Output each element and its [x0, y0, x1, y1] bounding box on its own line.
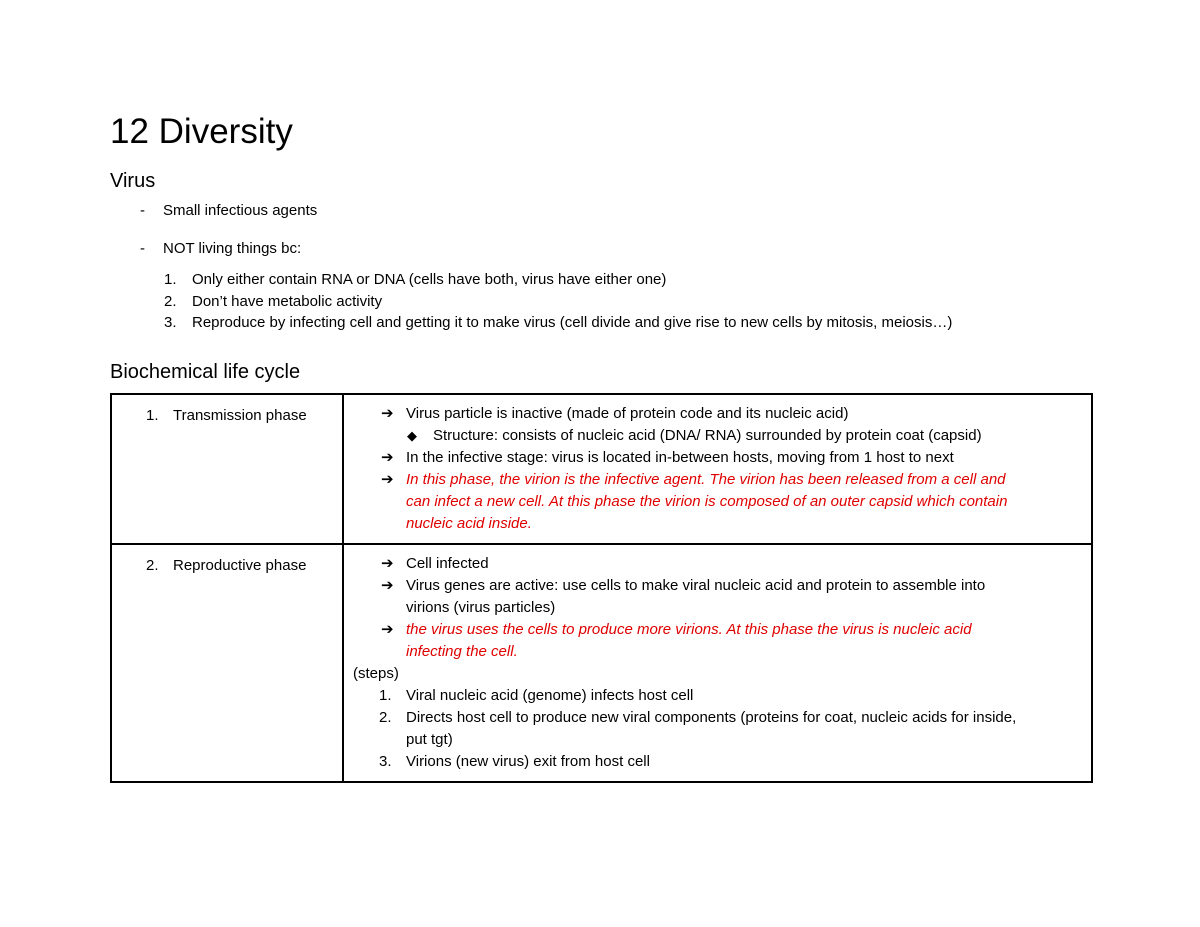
list-item	[110, 201, 1095, 221]
step-number: 1.	[379, 686, 392, 704]
sub-point: ◆ Structure: consists of nucleic acid (DNA/ RNA) surrounded by protein coat (capsid)	[353, 425, 1085, 447]
list-number: 3.	[164, 314, 177, 331]
phase-cell	[111, 394, 343, 544]
phase-details-cell	[343, 394, 1092, 544]
bullet-text: Small infectious agents	[163, 202, 318, 219]
list-item	[110, 239, 1095, 259]
phase-number: 2.	[146, 556, 159, 574]
step-number: 2.	[379, 708, 392, 726]
document-page	[110, 112, 1095, 783]
step-item: 2. Directs host cell to produce new viral components (proteins for coat, nucleic acids for inside, put tgt)	[379, 708, 1017, 748]
step-item: 1. Viral nucleic acid (genome) infects host cell	[353, 685, 1085, 707]
dash-marker: -	[140, 240, 145, 257]
phase-cell	[111, 544, 343, 782]
list-item	[110, 291, 1095, 313]
arrow-icon: ➔	[381, 404, 394, 422]
phase-label: Transmission phase	[173, 406, 307, 424]
step-number: 3.	[379, 752, 392, 770]
non-living-reasons-list	[110, 269, 1095, 334]
arrow-icon: ➔	[381, 470, 394, 488]
reason-text: Don’t have metabolic activity	[192, 292, 383, 310]
arrow-point: ➔ Cell infected	[353, 553, 1085, 575]
list-item	[110, 312, 1095, 334]
arrow-point: ➔ Virus particle is inactive (made of protein code and its nucleic acid)	[353, 403, 1085, 425]
virus-heading: Virus	[110, 170, 156, 192]
arrow-point: ➔ Virus genes are active: use cells to make viral nucleic acid and protein to assemble into virions (virus particles)	[381, 576, 986, 616]
table-row	[111, 394, 1092, 544]
reason-text: Only either contain RNA or DNA (cells have both, virus have either one)	[192, 271, 667, 288]
bullet-text: NOT living things bc:	[163, 240, 302, 257]
reason-text: Reproduce by infecting cell and getting it to make virus (cell divide and give rise to new cells by mitosis, meiosis…)	[192, 314, 953, 331]
steps-label: (steps)	[353, 664, 399, 682]
arrow-point-highlight: ➔ In this phase, the virion is the infective agent. The virion has been released from a cell and can infect a new cell. At this phase the virion is composed of an outer capsid which contain nucleic acid inside.	[381, 470, 1008, 532]
arrow-icon: ➔	[381, 576, 394, 594]
phase-number: 1.	[146, 406, 159, 424]
biochemical-heading: Biochemical life cycle	[110, 360, 301, 383]
arrow-point-highlight: ➔ the virus uses the cells to produce more virions. At this phase the virus is nucleic acid infecting the cell.	[381, 620, 972, 660]
list-number: 2.	[164, 292, 177, 310]
arrow-icon: ➔	[381, 554, 394, 572]
list-number: 1.	[164, 271, 177, 288]
life-cycle-table	[110, 393, 1093, 783]
virus-bullet-list	[110, 201, 1095, 259]
phase-details-cell	[343, 544, 1092, 782]
arrow-icon: ➔	[381, 448, 394, 466]
arrow-icon: ➔	[381, 620, 394, 638]
page-title: 12 Diversity	[110, 112, 293, 151]
table-row	[111, 544, 1092, 782]
dash-marker: -	[140, 202, 145, 219]
phase-label: Reproductive phase	[173, 556, 307, 574]
diamond-icon: ◆	[407, 427, 417, 443]
arrow-point: ➔ In the infective stage: virus is located in-between hosts, moving from 1 host to next	[353, 447, 1085, 469]
step-item: 3. Virions (new virus) exit from host cell	[353, 751, 1085, 773]
list-item	[110, 269, 1095, 291]
